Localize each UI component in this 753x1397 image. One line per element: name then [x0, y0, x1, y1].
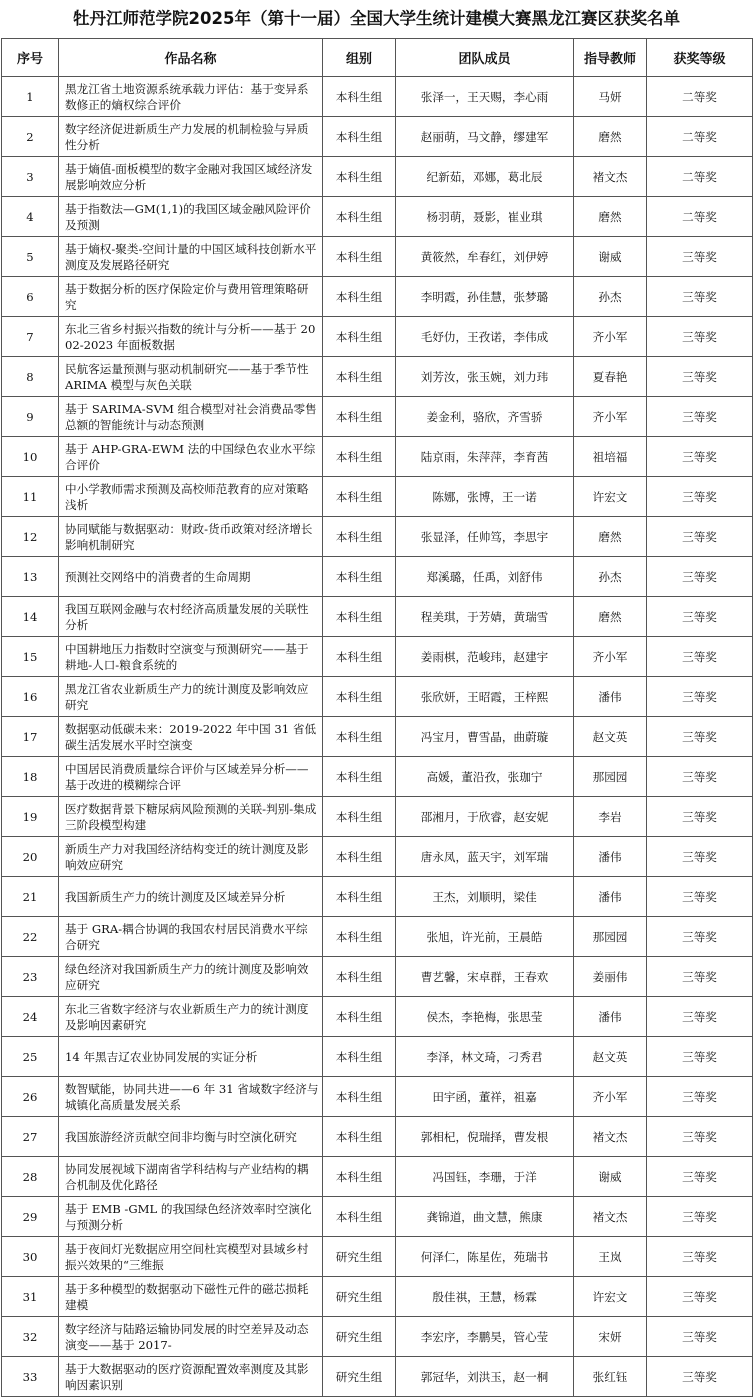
work-title-text: 黑龙江省农业新质生产力的统计测度及影响效应研究	[65, 681, 309, 712]
members-cell: 张旭，许光前，王晨皓	[396, 917, 574, 957]
work-title-text: 基于熵权-聚类-空间计量的中国区域科技创新水平测度及发展路径研究	[65, 241, 317, 272]
work-title	[59, 1117, 323, 1157]
work-title-text: 我国旅游经济贡献空间非均衡与时空演化研究	[65, 1129, 297, 1144]
award-cell: 三等奖	[647, 1117, 753, 1157]
row-number: 20	[2, 837, 59, 877]
members-cell: 刘芳汝，张玉婉，刘力玮	[396, 357, 574, 397]
group-cell: 本科生组	[323, 437, 396, 477]
row-number: 30	[2, 1237, 59, 1277]
table-row	[2, 357, 753, 397]
members-cell: 田宇函，董祥，祖嘉	[396, 1077, 574, 1117]
row-number: 11	[2, 477, 59, 517]
work-title	[59, 477, 323, 517]
row-number: 28	[2, 1157, 59, 1197]
table-row	[2, 1317, 753, 1357]
header-group: 组别	[323, 39, 396, 77]
group-cell: 本科生组	[323, 997, 396, 1037]
teacher-cell: 孙杰	[574, 557, 647, 597]
teacher-cell: 磨然	[574, 517, 647, 557]
work-title-text: 中国耕地压力指数时空演变与预测研究——基于耕地-人口-粮食系统的	[65, 641, 309, 672]
members-cell: 程美琪，于芳婧，黄瑞雪	[396, 597, 574, 637]
work-title	[59, 877, 323, 917]
table-row	[2, 877, 753, 917]
award-cell: 三等奖	[647, 1317, 753, 1357]
header-no: 序号	[2, 39, 59, 77]
group-cell: 本科生组	[323, 197, 396, 237]
work-title-text: 数字经济与陆路运输协同发展的时空差异及动态演变——基于 2017-	[65, 1321, 309, 1352]
teacher-cell: 那园园	[574, 757, 647, 797]
work-title	[59, 837, 323, 877]
row-number: 21	[2, 877, 59, 917]
teacher-cell: 马妍	[574, 77, 647, 117]
header-award: 获奖等级	[647, 39, 753, 77]
work-title	[59, 397, 323, 437]
table-header-row	[2, 39, 753, 77]
members-cell: 唐永凤，蓝天宇，刘军瑞	[396, 837, 574, 877]
row-number: 29	[2, 1197, 59, 1237]
members-cell: 张欣妍，王昭霞，王梓熙	[396, 677, 574, 717]
teacher-cell: 张红钰	[574, 1357, 647, 1397]
work-title-text: 东北三省数字经济与农业新质生产力的统计测度及影响因素研究	[65, 1001, 309, 1032]
work-title-text: 黑龙江省土地资源系统承载力评估：基于变异系数修正的熵权综合评价	[65, 81, 309, 112]
work-title	[59, 317, 323, 357]
table-row	[2, 437, 753, 477]
teacher-cell: 磨然	[574, 597, 647, 637]
group-cell: 本科生组	[323, 637, 396, 677]
award-cell: 二等奖	[647, 197, 753, 237]
award-cell: 三等奖	[647, 557, 753, 597]
work-title	[59, 197, 323, 237]
group-cell: 研究生组	[323, 1317, 396, 1357]
award-cell: 三等奖	[647, 717, 753, 757]
teacher-cell: 孙杰	[574, 277, 647, 317]
teacher-cell: 李岩	[574, 797, 647, 837]
group-cell: 研究生组	[323, 1237, 396, 1277]
members-cell: 冯宝月，曹雪晶，曲蔚璇	[396, 717, 574, 757]
work-title	[59, 957, 323, 997]
work-title	[59, 277, 323, 317]
work-title-text: 基于 GRA-耦合协调的我国农村居民消费水平综合研究	[65, 921, 308, 952]
members-cell: 何泽仁，陈星佐，苑瑞书	[396, 1237, 574, 1277]
teacher-cell: 赵文英	[574, 717, 647, 757]
members-cell: 龚锦道，曲文慧，熊康	[396, 1197, 574, 1237]
work-title-text: 预测社交网络中的消费者的生命周期	[65, 569, 251, 584]
members-cell: 黄筱然，牟春红，刘伊婷	[396, 237, 574, 277]
members-cell: 李泽，林文琦，刁秀君	[396, 1037, 574, 1077]
table-row	[2, 237, 753, 277]
table-row	[2, 1237, 753, 1277]
work-title	[59, 357, 323, 397]
award-cell: 二等奖	[647, 77, 753, 117]
table-row	[2, 517, 753, 557]
group-cell: 本科生组	[323, 717, 396, 757]
teacher-cell: 褚文杰	[574, 157, 647, 197]
members-cell: 张显泽，任帅笃，李思宇	[396, 517, 574, 557]
group-cell: 本科生组	[323, 477, 396, 517]
teacher-cell: 褚文杰	[574, 1197, 647, 1237]
award-cell: 三等奖	[647, 957, 753, 997]
work-title	[59, 717, 323, 757]
group-cell: 本科生组	[323, 117, 396, 157]
row-number: 15	[2, 637, 59, 677]
teacher-cell: 潘伟	[574, 837, 647, 877]
row-number: 22	[2, 917, 59, 957]
teacher-cell: 磨然	[574, 197, 647, 237]
group-cell: 本科生组	[323, 917, 396, 957]
work-title-text: 基于 SARIMA-SVM 组合模型对社会消费品零售总额的智能统计与动态预测	[65, 401, 317, 432]
members-cell: 姜金利，骆欣，齐雪骄	[396, 397, 574, 437]
work-title	[59, 1277, 323, 1317]
work-title	[59, 1197, 323, 1237]
row-number: 14	[2, 597, 59, 637]
table-row	[2, 997, 753, 1037]
header-members: 团队成员	[396, 39, 574, 77]
work-title	[59, 157, 323, 197]
award-cell: 二等奖	[647, 117, 753, 157]
row-number: 13	[2, 557, 59, 597]
group-cell: 本科生组	[323, 277, 396, 317]
row-number: 7	[2, 317, 59, 357]
group-cell: 本科生组	[323, 837, 396, 877]
work-title-text: 数字经济促进新质生产力发展的机制检验与异质性分析	[65, 121, 309, 152]
table-row	[2, 757, 753, 797]
row-number: 5	[2, 237, 59, 277]
work-title	[59, 1357, 323, 1397]
award-cell: 三等奖	[647, 517, 753, 557]
row-number: 10	[2, 437, 59, 477]
row-number: 24	[2, 997, 59, 1037]
row-number: 25	[2, 1037, 59, 1077]
award-cell: 三等奖	[647, 1157, 753, 1197]
members-cell: 侯杰，李艳梅，张思莹	[396, 997, 574, 1037]
award-cell: 三等奖	[647, 237, 753, 277]
award-cell: 三等奖	[647, 677, 753, 717]
work-title-text: 基于夜间灯光数据应用空间杜宾模型对县域乡村振兴效果的“三维振	[65, 1241, 309, 1272]
work-title-text: 基于多种模型的数据驱动下磁性元件的磁芯损耗建模	[65, 1281, 309, 1312]
award-cell: 三等奖	[647, 837, 753, 877]
teacher-cell: 许宏文	[574, 1277, 647, 1317]
group-cell: 本科生组	[323, 397, 396, 437]
work-title-text: 医疗数据背景下糖尿病风险预测的关联-判别-集成三阶段模型构建	[65, 801, 317, 832]
work-title	[59, 637, 323, 677]
teacher-cell: 褚文杰	[574, 1117, 647, 1157]
work-title	[59, 1157, 323, 1197]
table-row	[2, 117, 753, 157]
table-row	[2, 717, 753, 757]
award-cell: 二等奖	[647, 157, 753, 197]
work-title-text: 民航客运量预测与驱动机制研究——基于季节性 ARIMA 模型与灰色关联	[65, 361, 309, 392]
work-title-text: 14 年黑吉辽农业协同发展的实证分析	[65, 1049, 258, 1064]
members-cell: 郭冠华，刘洪玉，赵一桐	[396, 1357, 574, 1397]
teacher-cell: 赵文英	[574, 1037, 647, 1077]
work-title-text: 中国居民消费质量综合评价与区域差异分析——基于改进的模糊综合评	[65, 761, 309, 792]
award-cell: 三等奖	[647, 1237, 753, 1277]
members-cell: 邵湘月，于欣睿，赵安妮	[396, 797, 574, 837]
award-cell: 三等奖	[647, 1037, 753, 1077]
table-row	[2, 197, 753, 237]
members-cell: 曹艺馨，宋卓群，王春欢	[396, 957, 574, 997]
teacher-cell: 潘伟	[574, 877, 647, 917]
group-cell: 本科生组	[323, 677, 396, 717]
table-row	[2, 957, 753, 997]
group-cell: 本科生组	[323, 1157, 396, 1197]
teacher-cell: 那园园	[574, 917, 647, 957]
row-number: 32	[2, 1317, 59, 1357]
work-title-text: 我国新质生产力的统计测度及区域差异分析	[65, 889, 286, 904]
work-title	[59, 757, 323, 797]
work-title-text: 基于指数法—GM(1,1)的我国区域金融风险评价及预测	[65, 201, 311, 232]
table-row	[2, 917, 753, 957]
group-cell: 本科生组	[323, 1037, 396, 1077]
work-title	[59, 597, 323, 637]
work-title-text: 新质生产力对我国经济结构变迁的统计测度及影响效应研究	[65, 841, 309, 872]
row-number: 18	[2, 757, 59, 797]
group-cell: 研究生组	[323, 1357, 396, 1397]
row-number: 3	[2, 157, 59, 197]
work-title-text: 中小学教师需求预测及高校师范教育的应对策略浅析	[65, 481, 309, 512]
award-cell: 三等奖	[647, 757, 753, 797]
award-cell: 三等奖	[647, 277, 753, 317]
table-row	[2, 797, 753, 837]
work-title-text: 我国互联网金融与农村经济高质量发展的关联性分析	[65, 601, 309, 632]
members-cell: 毛妤仂，王孜诺，李伟成	[396, 317, 574, 357]
work-title-text: 基于熵值-面板模型的数字金融对我国区域经济发展影响效应分析	[65, 161, 313, 192]
row-number: 31	[2, 1277, 59, 1317]
table-row	[2, 1037, 753, 1077]
members-cell: 陈娜，张博，王一诺	[396, 477, 574, 517]
award-cell: 三等奖	[647, 437, 753, 477]
members-cell: 高媛，董沿孜，张珈宁	[396, 757, 574, 797]
members-cell: 杨羽萌，聂影，崔业琪	[396, 197, 574, 237]
row-number: 27	[2, 1117, 59, 1157]
award-cell: 三等奖	[647, 997, 753, 1037]
members-cell: 张泽一，王天赐，李心雨	[396, 77, 574, 117]
row-number: 19	[2, 797, 59, 837]
award-cell: 三等奖	[647, 597, 753, 637]
table-row	[2, 277, 753, 317]
group-cell: 本科生组	[323, 1197, 396, 1237]
group-cell: 本科生组	[323, 797, 396, 837]
award-cell: 三等奖	[647, 637, 753, 677]
table-row	[2, 677, 753, 717]
row-number: 6	[2, 277, 59, 317]
row-number: 23	[2, 957, 59, 997]
work-title-text: 数据驱动低碳未来：2019-2022 年中国 31 省低碳生活发展水平时空演变	[65, 721, 317, 752]
work-title	[59, 997, 323, 1037]
award-cell: 三等奖	[647, 917, 753, 957]
teacher-cell: 宋妍	[574, 1317, 647, 1357]
table-row	[2, 477, 753, 517]
members-cell: 郭相杞，倪瑞择，曹发根	[396, 1117, 574, 1157]
teacher-cell: 王岚	[574, 1237, 647, 1277]
row-number: 17	[2, 717, 59, 757]
table-row	[2, 837, 753, 877]
table-row	[2, 1117, 753, 1157]
group-cell: 研究生组	[323, 1277, 396, 1317]
table-row	[2, 1077, 753, 1117]
table-row	[2, 1277, 753, 1317]
teacher-cell: 谢威	[574, 1157, 647, 1197]
row-number: 2	[2, 117, 59, 157]
teacher-cell: 夏春艳	[574, 357, 647, 397]
table-row	[2, 637, 753, 677]
group-cell: 本科生组	[323, 237, 396, 277]
row-number: 9	[2, 397, 59, 437]
award-cell: 三等奖	[647, 397, 753, 437]
work-title	[59, 1317, 323, 1357]
table-row	[2, 1157, 753, 1197]
group-cell: 本科生组	[323, 77, 396, 117]
table-row	[2, 157, 753, 197]
group-cell: 本科生组	[323, 157, 396, 197]
members-cell: 王杰，刘顺明，梁佳	[396, 877, 574, 917]
members-cell: 姜雨棋，范峻玮，赵建宇	[396, 637, 574, 677]
award-table	[1, 38, 753, 1397]
members-cell: 纪新茹，邓娜，葛北辰	[396, 157, 574, 197]
work-title	[59, 237, 323, 277]
work-title-text: 基于 EMB -GML 的我国绿色经济效率时空演化与预测分析	[65, 1201, 312, 1232]
award-cell: 三等奖	[647, 317, 753, 357]
work-title-text: 基于大数据驱动的医疗资源配置效率测度及其影响因素识别	[65, 1361, 309, 1392]
work-title	[59, 1237, 323, 1277]
award-cell: 三等奖	[647, 1197, 753, 1237]
row-number: 16	[2, 677, 59, 717]
group-cell: 本科生组	[323, 957, 396, 997]
work-title-text: 基于数据分析的医疗保险定价与费用管理策略研究	[65, 281, 309, 312]
award-cell: 三等奖	[647, 357, 753, 397]
group-cell: 本科生组	[323, 517, 396, 557]
work-title-text: 协同赋能与数据驱动：财政-货币政策对经济增长影响机制研究	[65, 521, 313, 552]
teacher-cell: 齐小军	[574, 1077, 647, 1117]
row-number: 26	[2, 1077, 59, 1117]
award-cell: 三等奖	[647, 797, 753, 837]
work-title	[59, 1077, 323, 1117]
award-cell: 三等奖	[647, 1077, 753, 1117]
table-row	[2, 557, 753, 597]
members-cell: 冯国钰，李珊，于洋	[396, 1157, 574, 1197]
members-cell: 赵丽萌，马文静，缪建军	[396, 117, 574, 157]
row-number: 12	[2, 517, 59, 557]
table-row	[2, 1197, 753, 1237]
group-cell: 本科生组	[323, 757, 396, 797]
members-cell: 郑溪璐，任禹，刘舒伟	[396, 557, 574, 597]
work-title	[59, 117, 323, 157]
work-title	[59, 437, 323, 477]
members-cell: 李宏序，李鹏昊，管心莹	[396, 1317, 574, 1357]
teacher-cell: 潘伟	[574, 997, 647, 1037]
work-title-text: 绿色经济对我国新质生产力的统计测度及影响效应研究	[65, 961, 309, 992]
work-title-text: 东北三省乡村振兴指数的统计与分析——基于 2002-2023 年面板数据	[65, 321, 316, 352]
group-cell: 本科生组	[323, 1077, 396, 1117]
page-title: 牡丹江师范学院2025年（第十一届）全国大学生统计建模大赛黑龙江赛区获奖名单	[73, 9, 680, 28]
teacher-cell: 齐小军	[574, 317, 647, 357]
header-teacher: 指导教师	[574, 39, 647, 77]
teacher-cell: 谢威	[574, 237, 647, 277]
group-cell: 本科生组	[323, 597, 396, 637]
award-cell: 三等奖	[647, 477, 753, 517]
work-title	[59, 1037, 323, 1077]
teacher-cell: 齐小军	[574, 397, 647, 437]
table-row	[2, 77, 753, 117]
award-cell: 三等奖	[647, 1357, 753, 1397]
group-cell: 本科生组	[323, 1117, 396, 1157]
members-cell: 殷佳祺，王慧，杨霖	[396, 1277, 574, 1317]
group-cell: 本科生组	[323, 557, 396, 597]
table-row	[2, 597, 753, 637]
table-row	[2, 397, 753, 437]
header-work: 作品名称	[59, 39, 323, 77]
members-cell: 陆京雨，朱萍萍，李育茜	[396, 437, 574, 477]
work-title	[59, 517, 323, 557]
teacher-cell: 齐小军	[574, 637, 647, 677]
teacher-cell: 祖培福	[574, 437, 647, 477]
work-title-text: 数智赋能，协同共进——6 年 31 省域数字经济与城镇化高质量发展关系	[65, 1081, 319, 1112]
row-number: 4	[2, 197, 59, 237]
work-title	[59, 677, 323, 717]
award-cell: 三等奖	[647, 1277, 753, 1317]
teacher-cell: 潘伟	[574, 677, 647, 717]
row-number: 8	[2, 357, 59, 397]
teacher-cell: 许宏文	[574, 477, 647, 517]
group-cell: 本科生组	[323, 877, 396, 917]
teacher-cell: 姜丽伟	[574, 957, 647, 997]
work-title	[59, 917, 323, 957]
group-cell: 本科生组	[323, 317, 396, 357]
work-title	[59, 797, 323, 837]
members-cell: 李明霞，孙佳慧，张梦璐	[396, 277, 574, 317]
work-title	[59, 77, 323, 117]
work-title-text: 基于 AHP-GRA-EWM 法的中国绿色农业水平综合评价	[65, 441, 316, 472]
work-title	[59, 557, 323, 597]
teacher-cell: 磨然	[574, 117, 647, 157]
award-cell: 三等奖	[647, 877, 753, 917]
row-number: 33	[2, 1357, 59, 1397]
table-row	[2, 1357, 753, 1397]
table-row	[2, 317, 753, 357]
group-cell: 本科生组	[323, 357, 396, 397]
row-number: 1	[2, 77, 59, 117]
work-title-text: 协同发展视域下湖南省学科结构与产业结构的耦合机制及优化路径	[65, 1161, 309, 1192]
